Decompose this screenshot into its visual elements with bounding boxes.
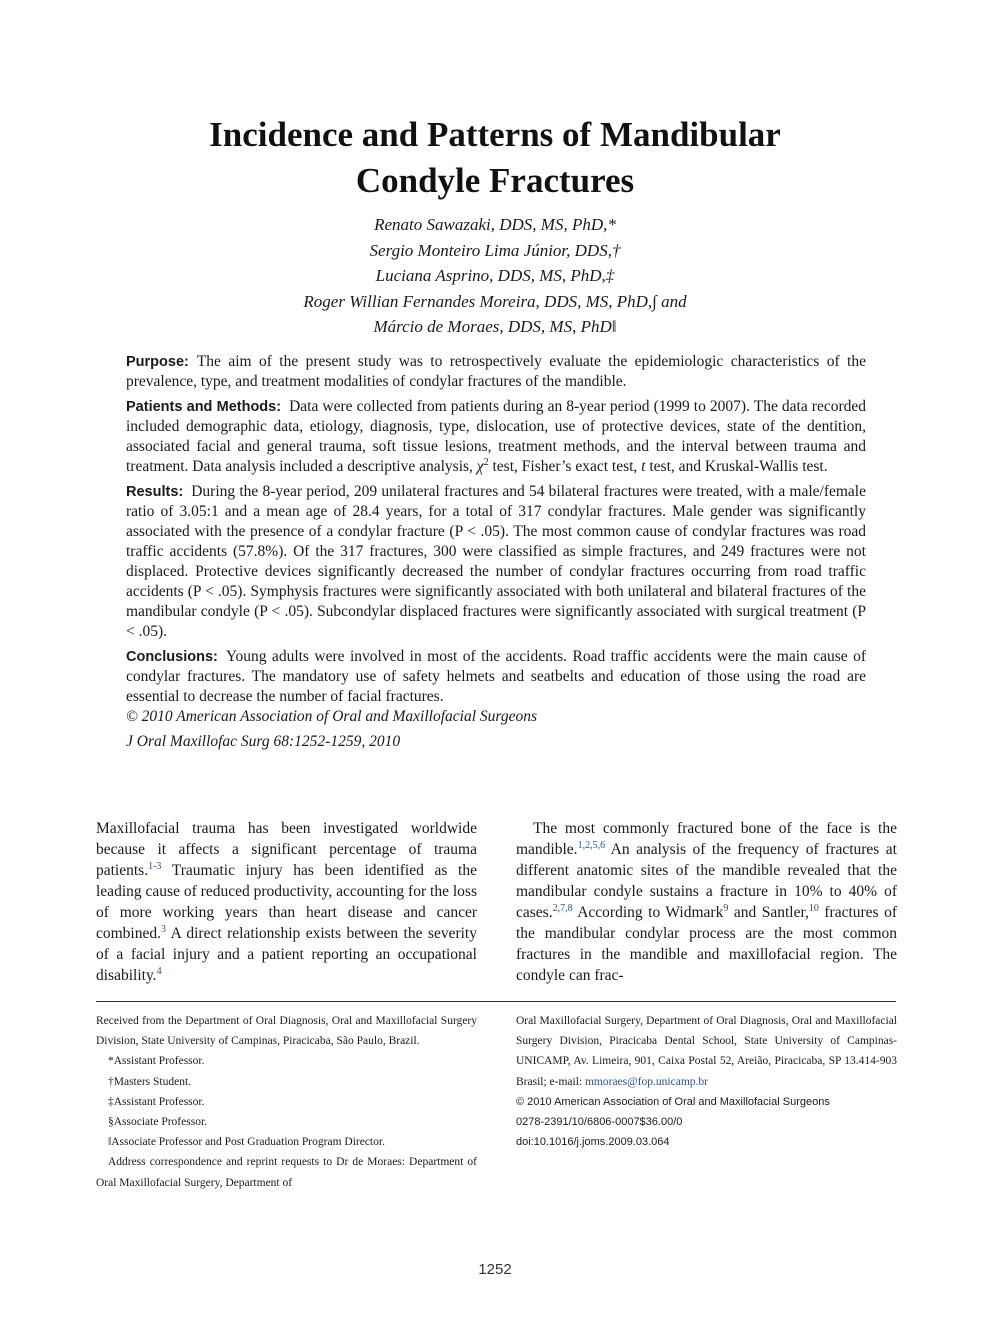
abstract-methods	[126, 397, 866, 477]
citation-ref[interactable]: 1,2,5,6	[577, 839, 606, 851]
t-symbol: t	[641, 458, 646, 475]
author-role-note: ‖Associate Professor and Post Graduation Program Director.	[108, 1136, 385, 1149]
author-list	[95, 212, 895, 340]
footnote-copyright: © 2010 American Association of Oral and Maxillofacial Surgeons	[516, 1095, 830, 1108]
journal-citation: J Oral Maxillofac Surg 68:1252-1259, 2010	[126, 733, 401, 750]
body-text: Traumatic injury has been identified as the leading cause of reduced productivity, accounting for the loss of more working years than heart disease and cancer combined.	[96, 862, 477, 942]
abstract	[126, 352, 866, 757]
purpose-label: Purpose:	[126, 354, 189, 370]
abstract-copyright: © 2010 American Association of Oral and Maxillofacial Surgeons	[126, 708, 538, 725]
body-text: A direct relationship exists between the severity of a facial injury and a patient reporting an occupational disability.	[96, 925, 477, 984]
footnotes-left	[96, 1011, 477, 1193]
chi-superscript: 2	[483, 456, 489, 468]
body-text: Maxillofacial trauma has been investigated worldwide because it affects a significant percentage of trauma patients.	[96, 820, 477, 879]
author: Sergio Monteiro Lima Júnior, DDS,†	[369, 240, 621, 260]
title-line-1: Incidence and Patterns of Mandibular	[209, 115, 781, 154]
abstract-conclusions	[126, 647, 866, 707]
citation-ref[interactable]: 9	[723, 902, 729, 914]
body-column-right	[516, 818, 897, 986]
author-role-note: §Associate Professor.	[108, 1116, 208, 1129]
doi[interactable]: doi:10.1016/j.joms.2009.03.064	[516, 1136, 670, 1149]
methods-text: test, Fisher’s exact test,	[488, 458, 642, 475]
author: Márcio de Moraes, DDS, MS, PhD‖	[373, 317, 617, 336]
article-title	[95, 112, 895, 204]
body-paragraph	[516, 818, 897, 986]
author-role-note: ‡Assistant Professor.	[108, 1095, 205, 1108]
citation-ref[interactable]: 10	[808, 902, 819, 914]
citation-ref[interactable]: 2,7,8	[552, 902, 573, 914]
methods-text: test, and Kruskal-Wallis test.	[645, 458, 828, 475]
author: Luciana Asprino, DDS, MS, PhD,‡	[375, 266, 615, 285]
author-role-note: *Assistant Professor.	[108, 1055, 205, 1068]
author: Renato Sawazaki, DDS, MS, PhD,*	[374, 215, 616, 234]
body-text: An analysis of the frequency of fractures at different anatomic sites of the mandible revealed that the mandibular condyle sustains a fracture in 10% to 40% of cases.	[516, 841, 897, 921]
body-text: The most commonly fractured bone of the face is the mandible.	[516, 820, 897, 858]
affiliation-note: Received from the Department of Oral Diagnosis, Oral and Maxillofacial Surgery Division, State University of Campinas, Piracicaba, São Paulo, Brazil.	[96, 1015, 477, 1048]
body-text: According to Widmark	[572, 904, 724, 921]
address-text: Oral Maxillofacial Surgery, Department of Oral Diagnosis, Oral and Maxillofacial Surgery Division, Piracicaba Dental School, State University of Campinas-UNICAMP, Av. Limeira, 901, Caixa Postal 52, Areião, Piracicaba, SP 13.414-903 Brasil; e-mail:	[516, 1015, 897, 1088]
results-label: Results:	[126, 484, 184, 500]
purpose-text: The aim of the present study was to retrospectively evaluate the epidemiologic characteristics of the prevalence, type, and treatment modalities of condylar fractures of the mandible.	[126, 353, 866, 390]
results-text: During the 8-year period, 209 unilateral fractures and 54 bilateral fractures were treated, with a male/female ratio of 3.05:1 and a mean age of 28.4 years, for a total of 317 condylar fractures. Male gender was significantly associated with the presence of a condylar fracture (P < .05). The most common cause of condylar fractures was road traffic accidents (57.8%). Of the 317 fractures, 300 were classified as simple fractures, and 249 fractures were not displaced. Protective devices significantly decreased the number of condylar fractures occurring from road traffic accidents (P < .05). Symphysis fractures were significantly associated with both unilateral and bilateral fractures of the mandibular condyle (P < .05). Subcondylar displaced fractures were significantly associated with surgical treatment (P < .05).	[126, 483, 866, 640]
correspondence-address	[516, 1011, 897, 1092]
chi-symbol: χ	[476, 458, 484, 475]
citation-ref[interactable]: 1-3	[148, 860, 162, 872]
footnotes-right	[516, 1011, 897, 1152]
conclusions-text: Young adults were involved in most of the accidents. Road traffic accidents were the main cause of condylar fractures. The mandatory use of safety helmets and seatbelts and education of those using the road are essential to decrease the number of facial fractures.	[126, 648, 866, 705]
email-link[interactable]: mmoraes@fop.unicamp.br	[584, 1075, 708, 1088]
author-role-note: †Masters Student.	[108, 1075, 192, 1088]
methods-text: Data were collected from patients during an 8-year period (1999 to 2007). The data recorded included demographic data, etiology, diagnosis, type, dislocation, use of protective devices, state of the dentition, associated facial and general trauma, soft tissue lesions, treatment methods, and the interval between trauma and treatment. Data analysis included a descriptive analysis,	[126, 398, 866, 475]
title-line-2: Condyle Fractures	[355, 161, 635, 200]
author: Roger Willian Fernandes Moreira, DDS, MS, PhD,∫ and	[303, 291, 687, 311]
citation-ref[interactable]: 4	[156, 965, 162, 977]
footnote-divider	[96, 1001, 896, 1002]
issn-code: 0278-2391/10/6806-0007$36.00/0	[516, 1116, 683, 1129]
body-text: fractures of the mandibular condylar process are the most common fractures in the mandible and maxillofacial region. The condyle can frac-	[516, 904, 897, 984]
page-number: 1252	[478, 1261, 512, 1278]
body-paragraph	[96, 818, 477, 986]
correspondence-note: Address correspondence and reprint requests to Dr de Moraes: Department of Oral Maxillofacial Surgery, Department of	[96, 1156, 477, 1189]
body-column-left	[96, 818, 477, 986]
abstract-results	[126, 482, 866, 642]
body-text: and Santler,	[728, 904, 809, 921]
abstract-purpose	[126, 352, 866, 392]
citation-ref[interactable]: 3	[161, 923, 166, 935]
conclusions-label: Conclusions:	[126, 649, 218, 665]
methods-label: Patients and Methods:	[126, 399, 282, 415]
